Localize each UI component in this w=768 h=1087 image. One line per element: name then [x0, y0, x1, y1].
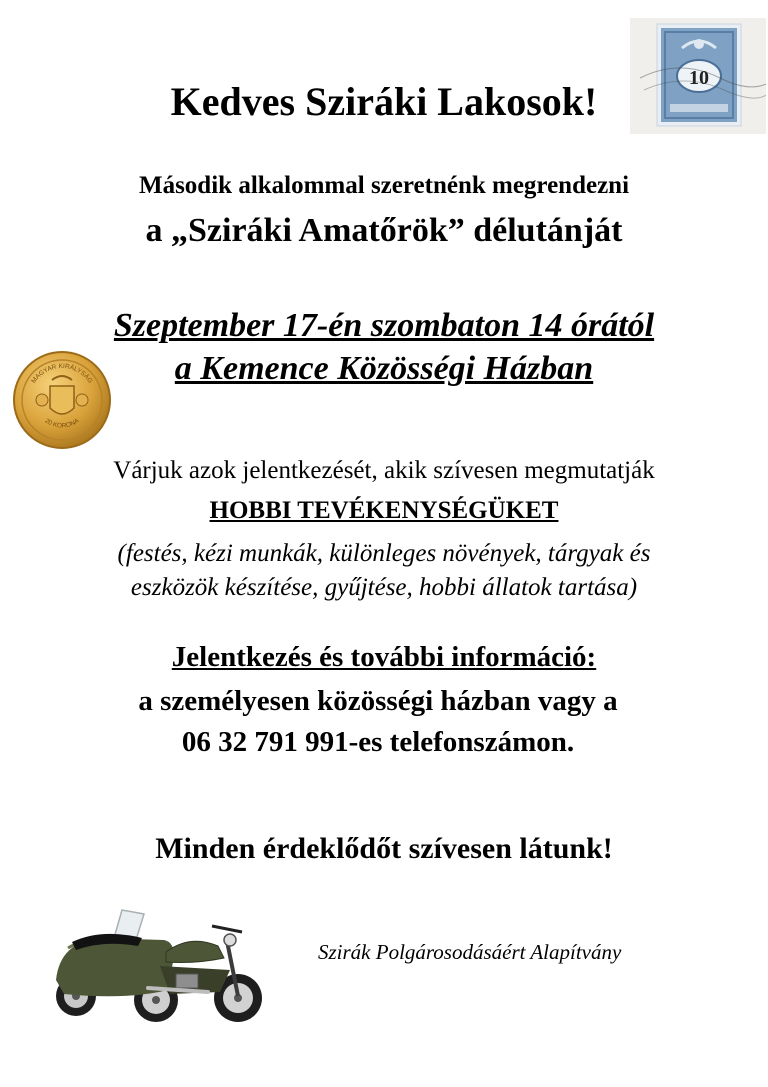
hobby-heading: HOBBI TEVÉKENYSÉGÜKET: [209, 497, 559, 524]
stamp-value: 10: [689, 67, 709, 89]
intro-line-2: a „Sziráki Amatőrök” délutánját: [145, 212, 623, 249]
event-date-time: Szeptember 17-én szombaton 14 órától: [113, 307, 655, 344]
registration-line-1: a személyesen közösségi házban vagy a: [138, 685, 618, 717]
coin-bottom-inscription: 20 KORONA: [43, 417, 81, 430]
page-title: Kedves Sziráki Lakosok!: [170, 79, 598, 124]
event-location: a Kemence Közösségi Házban: [174, 350, 594, 387]
hobby-examples-line-1: (festés, kézi munkák, különleges növények, tárgyak és: [117, 540, 651, 567]
registration-heading: Jelentkezés és további információ:: [171, 641, 597, 673]
registration-phone: 06 32 791 991-es telefonszámon.: [181, 726, 575, 758]
intro-line-1: Második alkalommal szeretnénk megrendezni: [138, 172, 630, 199]
organizer-signature: Szirák Polgárosodásáért Alapítvány: [318, 940, 622, 964]
sidecar-motorcycle-image: [48, 896, 278, 1036]
hobby-examples-line-2: eszközök készítése, gyűjtése, hobbi állatok tartása): [130, 574, 638, 601]
invitation-text: Várjuk azok jelentkezését, akik szívesen megmutatják: [113, 457, 655, 484]
coin-top-inscription: MAGYAR KIRÁLYSÁG: [30, 362, 94, 385]
closing-line: Minden érdeklődőt szívesen látunk!: [155, 832, 613, 865]
postage-stamp-image: [630, 18, 766, 134]
gold-coin-image: [12, 350, 112, 450]
